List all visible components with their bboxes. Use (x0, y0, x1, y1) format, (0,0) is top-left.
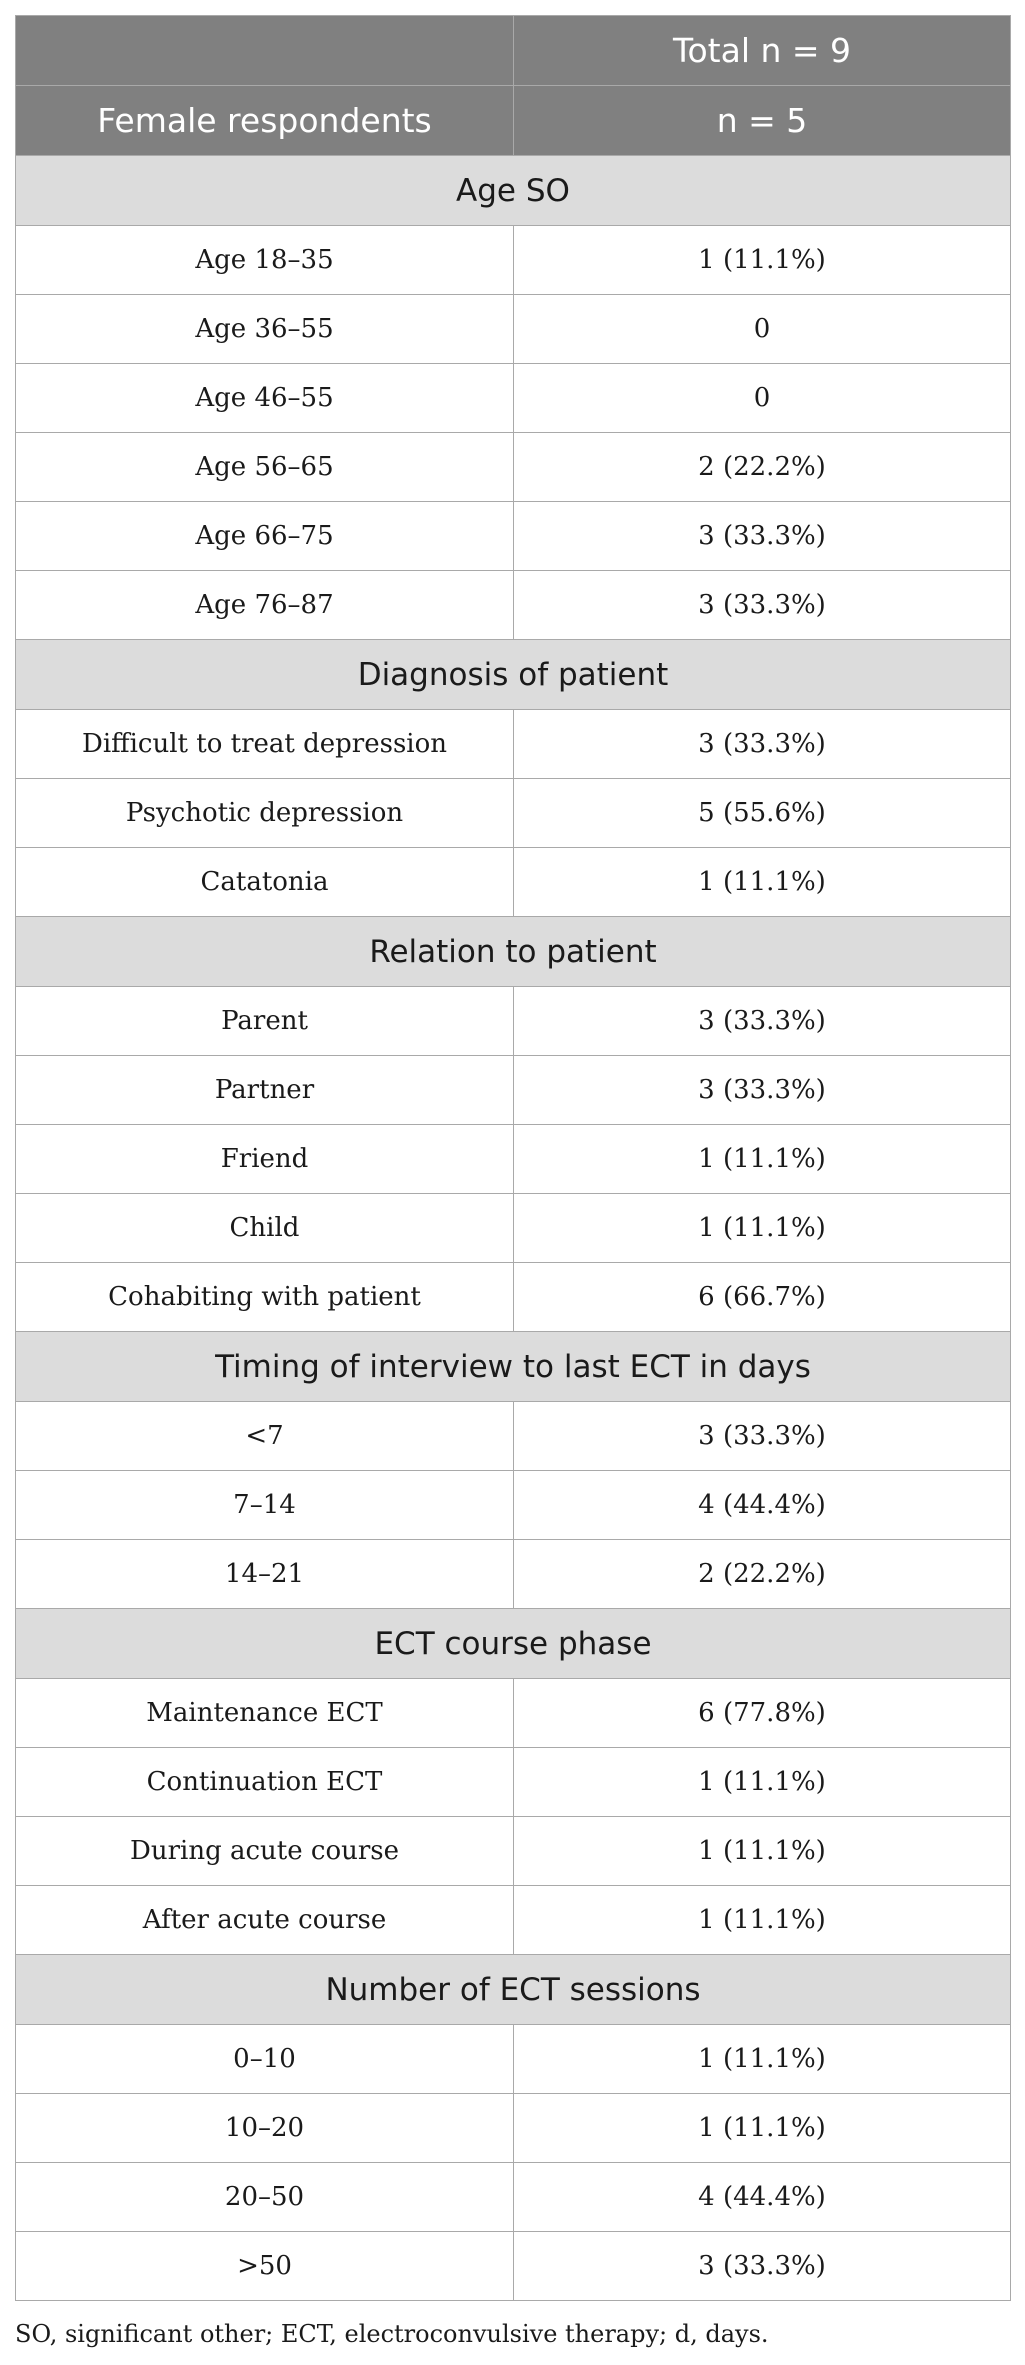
row-label: After acute course (16, 1886, 514, 1955)
table-row (16, 710, 1011, 779)
row-value: 0 (514, 364, 1011, 433)
row-value: 1 (11.1%) (514, 1748, 1011, 1817)
row-label: 0–10 (16, 2025, 514, 2094)
header-total-value: Total n = 9 (514, 16, 1011, 86)
section-title: Age SO (16, 156, 1011, 226)
row-value: 1 (11.1%) (514, 1194, 1011, 1263)
row-label: Parent (16, 987, 514, 1056)
table-body (16, 16, 1011, 2301)
section-header-row (16, 917, 1011, 987)
header-row-total (16, 16, 1011, 86)
table-row (16, 2232, 1011, 2301)
row-value: 1 (11.1%) (514, 1817, 1011, 1886)
row-label: Friend (16, 1125, 514, 1194)
row-value: 2 (22.2%) (514, 433, 1011, 502)
row-label: 20–50 (16, 2163, 514, 2232)
row-label: <7 (16, 1402, 514, 1471)
row-value: 4 (44.4%) (514, 2163, 1011, 2232)
section-header-row (16, 1609, 1011, 1679)
section-title: Diagnosis of patient (16, 640, 1011, 710)
section-title: Timing of interview to last ECT in days (16, 1332, 1011, 1402)
table-row (16, 1817, 1011, 1886)
table-row (16, 1748, 1011, 1817)
row-value: 5 (55.6%) (514, 779, 1011, 848)
table-footnote: SO, significant other; ECT, electroconvulsive therapy; d, days. (15, 2320, 769, 2348)
row-label: Age 46–55 (16, 364, 514, 433)
table-row (16, 1679, 1011, 1748)
row-value: 3 (33.3%) (514, 1056, 1011, 1125)
section-header-row (16, 1955, 1011, 2025)
row-label: Maintenance ECT (16, 1679, 514, 1748)
row-value: 6 (77.8%) (514, 1679, 1011, 1748)
row-label: 10–20 (16, 2094, 514, 2163)
table-row (16, 1056, 1011, 1125)
table-row (16, 295, 1011, 364)
header-label-cell (16, 16, 514, 86)
row-value: 2 (22.2%) (514, 1540, 1011, 1609)
row-value: 4 (44.4%) (514, 1471, 1011, 1540)
table-row (16, 2094, 1011, 2163)
row-value: 3 (33.3%) (514, 710, 1011, 779)
table-row (16, 1402, 1011, 1471)
section-title: Number of ECT sessions (16, 1955, 1011, 2025)
table-row (16, 502, 1011, 571)
row-label: Psychotic depression (16, 779, 514, 848)
row-label: >50 (16, 2232, 514, 2301)
row-value: 3 (33.3%) (514, 1402, 1011, 1471)
row-value: 1 (11.1%) (514, 2094, 1011, 2163)
header-row-female (16, 86, 1011, 156)
row-label: Catatonia (16, 848, 514, 917)
row-label: Age 76–87 (16, 571, 514, 640)
table-row (16, 1125, 1011, 1194)
row-value: 3 (33.3%) (514, 571, 1011, 640)
row-value: 3 (33.3%) (514, 502, 1011, 571)
table-row (16, 779, 1011, 848)
row-value: 3 (33.3%) (514, 987, 1011, 1056)
row-label: Cohabiting with patient (16, 1263, 514, 1332)
row-value: 6 (66.7%) (514, 1263, 1011, 1332)
row-label: 7–14 (16, 1471, 514, 1540)
row-label: Age 18–35 (16, 226, 514, 295)
row-value: 1 (11.1%) (514, 1125, 1011, 1194)
section-header-row (16, 1332, 1011, 1402)
table-row (16, 1886, 1011, 1955)
demographics-table (15, 15, 1011, 2301)
header-female-label: Female respondents (16, 86, 514, 156)
row-value: 1 (11.1%) (514, 226, 1011, 295)
row-value: 1 (11.1%) (514, 2025, 1011, 2094)
row-value: 1 (11.1%) (514, 848, 1011, 917)
table-row (16, 1263, 1011, 1332)
table-row (16, 2163, 1011, 2232)
table-row (16, 2025, 1011, 2094)
row-value: 0 (514, 295, 1011, 364)
table-row (16, 987, 1011, 1056)
table-row (16, 1471, 1011, 1540)
row-label: Age 56–65 (16, 433, 514, 502)
row-label: Partner (16, 1056, 514, 1125)
row-label: Age 66–75 (16, 502, 514, 571)
row-label: Child (16, 1194, 514, 1263)
row-label: Continuation ECT (16, 1748, 514, 1817)
table-row (16, 1194, 1011, 1263)
section-header-row (16, 640, 1011, 710)
row-value: 1 (11.1%) (514, 1886, 1011, 1955)
table-row (16, 226, 1011, 295)
section-title: ECT course phase (16, 1609, 1011, 1679)
header-female-value: n = 5 (514, 86, 1011, 156)
table-row (16, 571, 1011, 640)
row-label: Difficult to treat depression (16, 710, 514, 779)
table-row (16, 364, 1011, 433)
row-label: 14–21 (16, 1540, 514, 1609)
table-row (16, 848, 1011, 917)
section-title: Relation to patient (16, 917, 1011, 987)
table-row (16, 1540, 1011, 1609)
row-label: During acute course (16, 1817, 514, 1886)
table-row (16, 433, 1011, 502)
section-header-row (16, 156, 1011, 226)
row-label: Age 36–55 (16, 295, 514, 364)
row-value: 3 (33.3%) (514, 2232, 1011, 2301)
